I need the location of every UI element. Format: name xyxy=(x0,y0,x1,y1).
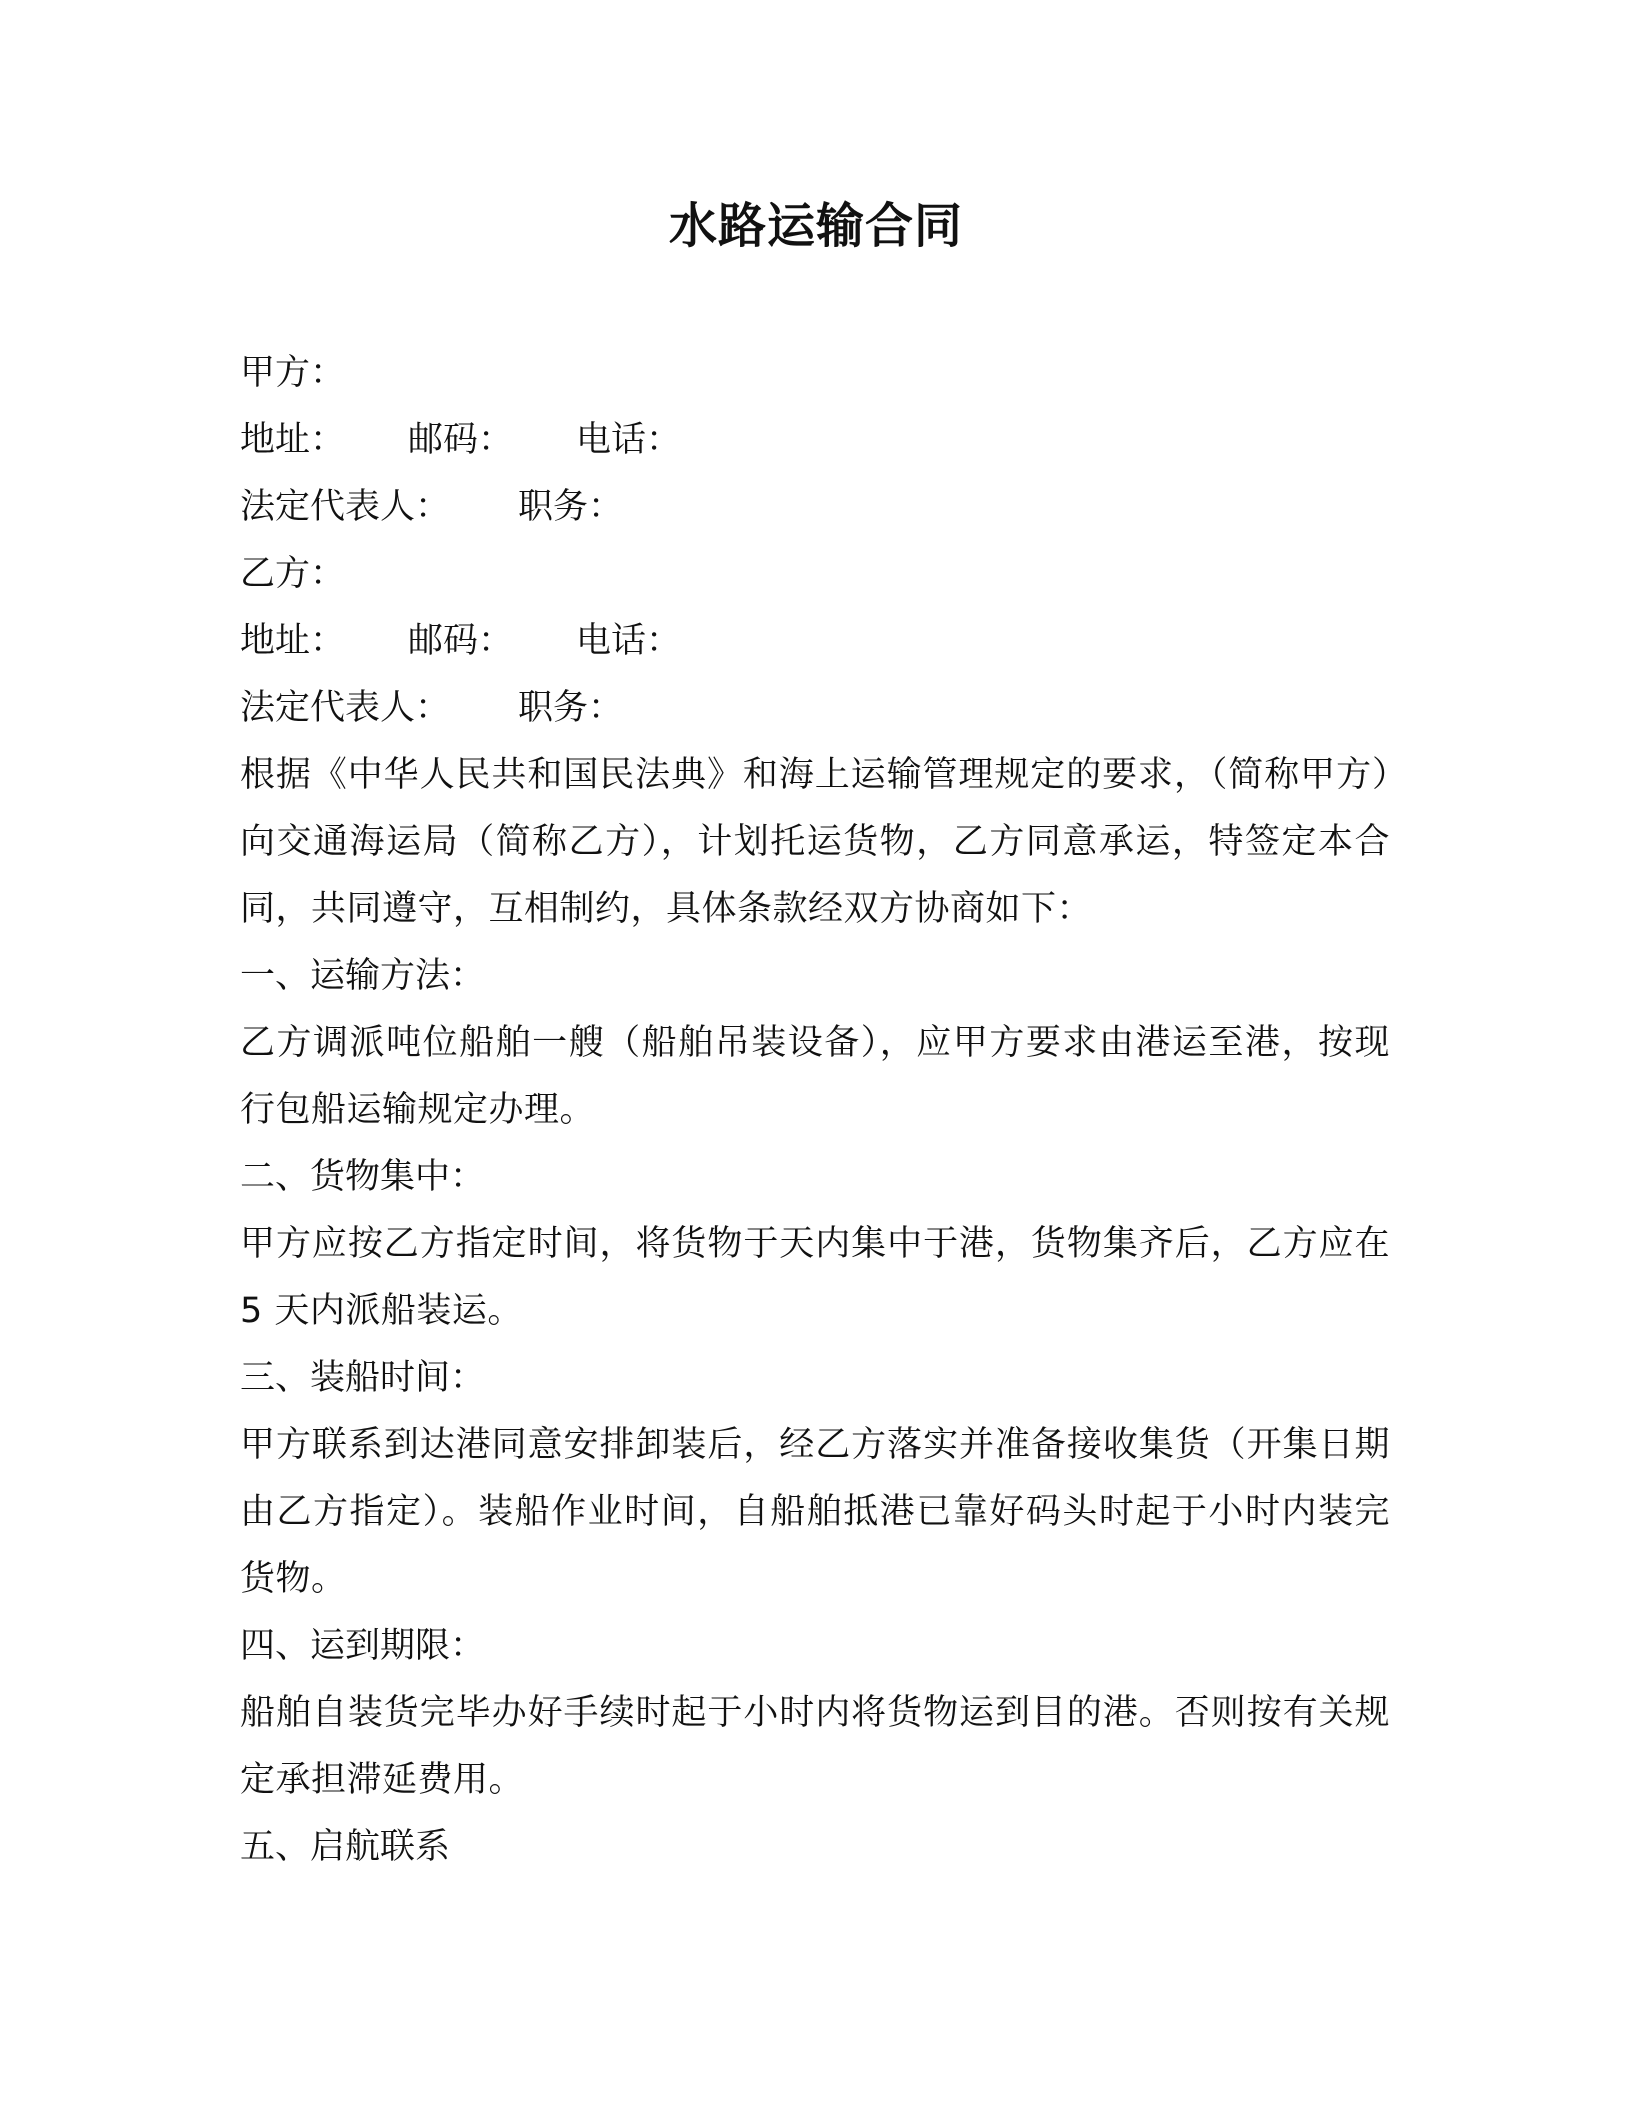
document-title: 水路运输合同 xyxy=(668,198,963,254)
party-b-legal-rep-label: 法定代表人： xyxy=(240,688,451,728)
party-a-contact-line xyxy=(240,407,1390,474)
section-heading-departure-contact: 五、启航联系 xyxy=(240,1827,451,1867)
party-b-label: 乙方： xyxy=(240,554,346,594)
party-b-phone-label: 电话： xyxy=(576,621,682,661)
section-heading-cargo-collection: 二、货物集中： xyxy=(240,1157,486,1197)
party-a-address-label: 地址： xyxy=(240,420,346,460)
party-a-rep-line xyxy=(240,474,1390,541)
section-heading-delivery-deadline: 四、运到期限： xyxy=(240,1626,486,1666)
section-heading-loading-time: 三、装船时间： xyxy=(240,1358,486,1398)
section-body-cargo-collection: 甲方应按乙方指定时间，将货物于天内集中于港，货物集齐后，乙方应在 5 天内派船装运。 xyxy=(240,1224,1390,1331)
party-b-address-label: 地址： xyxy=(240,621,346,661)
party-b-postcode-label: 邮码： xyxy=(408,621,514,661)
party-a-postcode-label: 邮码： xyxy=(408,420,514,460)
section-body-delivery-deadline: 船舶自装货完毕办好手续时起于小时内将货物运到目的港。否则按有关规定承担滞延费用。 xyxy=(240,1693,1390,1800)
party-a-phone-label: 电话： xyxy=(576,420,682,460)
party-a-position-label: 职务： xyxy=(518,487,624,527)
section-body-transport-method: 乙方调派吨位船舶一艘（船舶吊装设备），应甲方要求由港运至港，按现行包船运输规定办理。 xyxy=(240,1023,1390,1130)
section-body-loading-time: 甲方联系到达港同意安排卸装后，经乙方落实并准备接收集货（开集日期由乙方指定）。装船作业时间，自船舶抵港已靠好码头时起于小时内装完货物。 xyxy=(240,1425,1390,1599)
party-b-position-label: 职务： xyxy=(518,688,624,728)
document-body xyxy=(240,340,1390,1881)
section-heading-transport-method: 一、运输方法： xyxy=(240,956,486,996)
party-a-label: 甲方： xyxy=(240,353,346,393)
party-b-contact-line xyxy=(240,608,1390,675)
party-a-legal-rep-label: 法定代表人： xyxy=(240,487,451,527)
preamble-paragraph: 根据《中华人民共和国民法典》和海上运输管理规定的要求，（简称甲方）向交通海运局（简称乙方），计划托运货物，乙方同意承运，特签定本合同，共同遵守，互相制约，具体条款经双方协商如下： xyxy=(240,755,1390,929)
party-b-rep-line xyxy=(240,675,1390,742)
